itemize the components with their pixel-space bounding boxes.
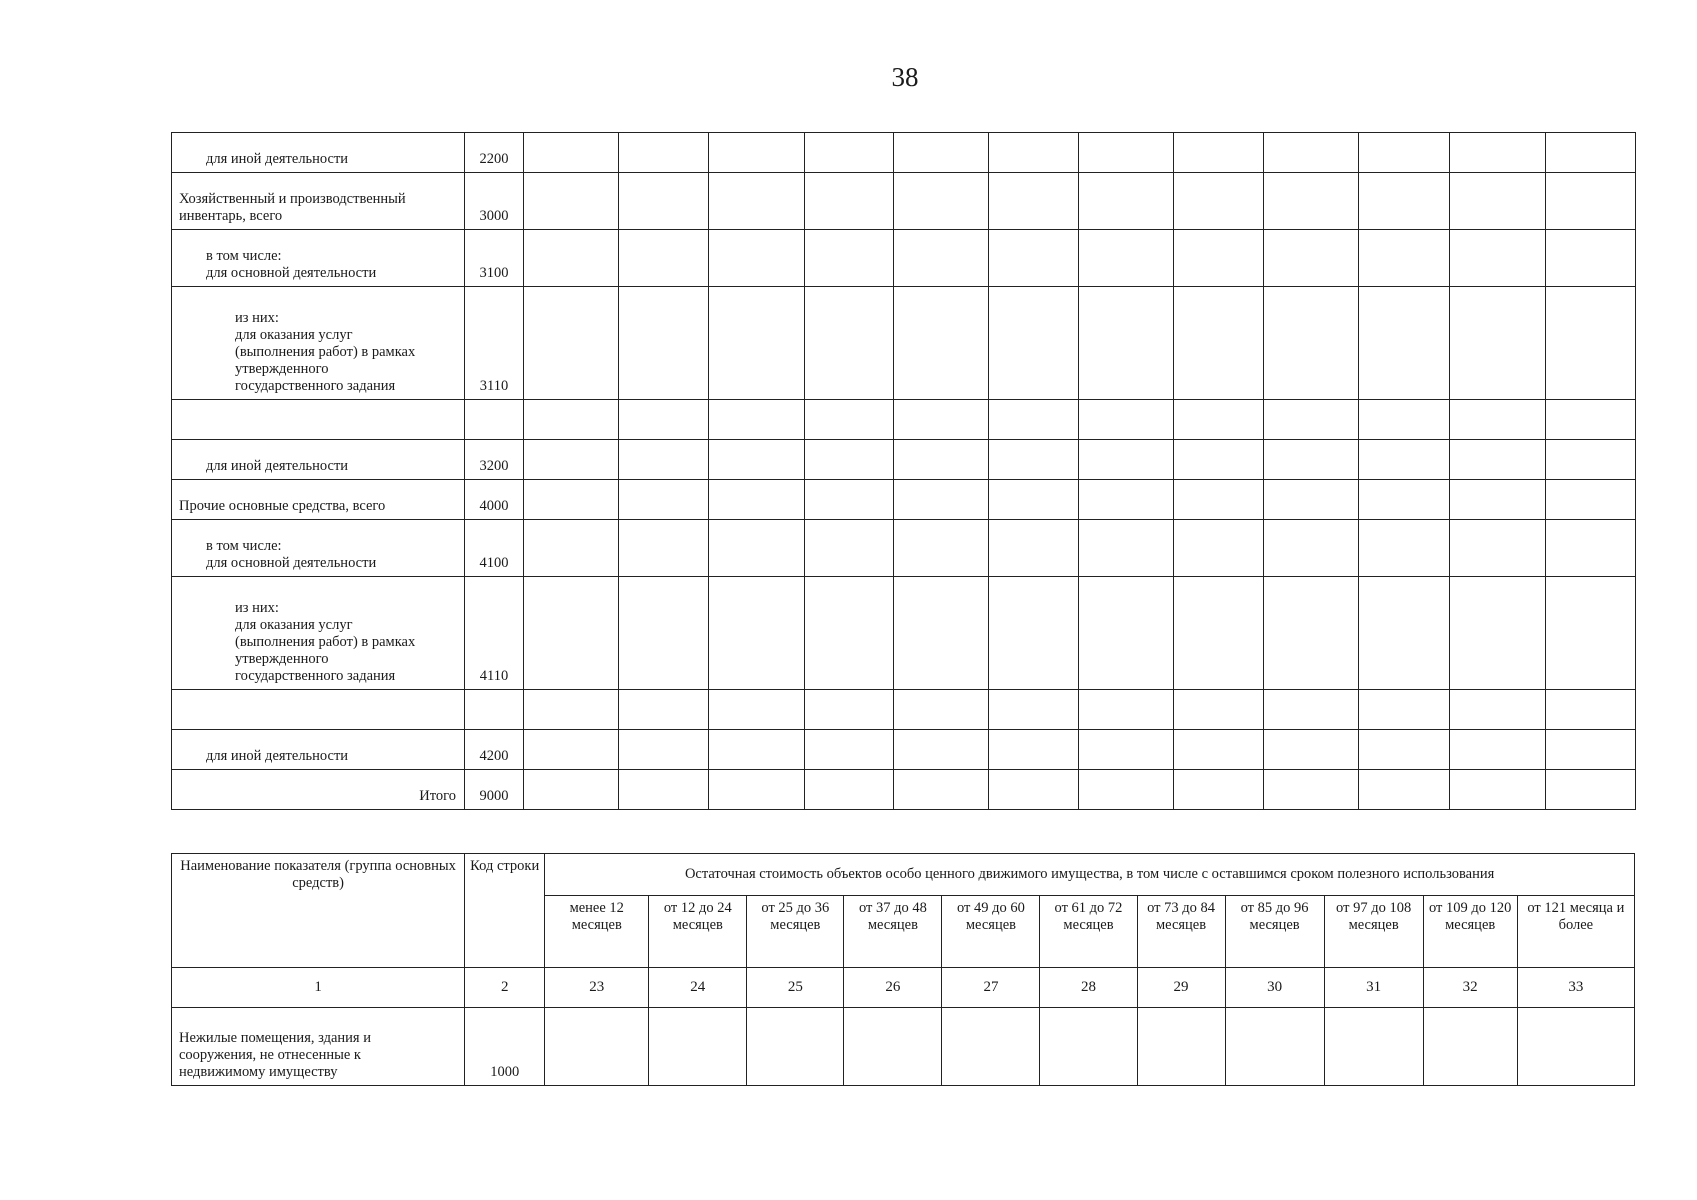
- value-cell: [1174, 173, 1264, 230]
- table-row: [172, 133, 1636, 173]
- value-cell: [524, 690, 619, 730]
- value-cell: [545, 1008, 649, 1086]
- value-cell: [1079, 230, 1174, 287]
- row-name-line: в том числе:: [206, 248, 282, 264]
- value-cell: [1079, 690, 1174, 730]
- table-row: [172, 230, 1636, 287]
- value-cell: [1079, 287, 1174, 400]
- value-cell: [1450, 577, 1546, 690]
- value-cell: [619, 690, 709, 730]
- value-cell: [989, 173, 1079, 230]
- value-cell: [619, 287, 709, 400]
- row-name-line: Нежилые помещения, здания и: [179, 1030, 371, 1046]
- row-name-line: Хозяйственный и производственный: [179, 191, 406, 207]
- value-cell: [1174, 520, 1264, 577]
- column-header: от 109 до 120 месяцев: [1423, 896, 1517, 968]
- row-name: [172, 287, 465, 400]
- value-cell: [989, 690, 1079, 730]
- column-number: 31: [1324, 968, 1423, 1008]
- row-code: 4100: [465, 520, 524, 577]
- value-cell: [1040, 1008, 1137, 1086]
- value-cell: [524, 770, 619, 810]
- row-name: [172, 770, 465, 810]
- column-header: от 12 до 24 месяцев: [649, 896, 747, 968]
- row-code: 2200: [465, 133, 524, 173]
- value-cell: [894, 770, 989, 810]
- value-cell: [1079, 770, 1174, 810]
- value-cell: [1264, 770, 1359, 810]
- value-cell: [805, 133, 894, 173]
- value-cell: [709, 230, 805, 287]
- value-cell: [524, 577, 619, 690]
- value-cell: [1546, 577, 1636, 690]
- value-cell: [619, 133, 709, 173]
- value-cell: [1359, 520, 1450, 577]
- value-cell: [1359, 577, 1450, 690]
- row-name-line: (выполнения работ) в рамках: [235, 344, 416, 360]
- column-number: 29: [1137, 968, 1225, 1008]
- value-cell: [989, 520, 1079, 577]
- column-number: 27: [942, 968, 1040, 1008]
- value-cell: [524, 173, 619, 230]
- value-cell: [1359, 230, 1450, 287]
- value-cell: [709, 173, 805, 230]
- value-cell: [805, 520, 894, 577]
- row-name-line: государственного задания: [235, 378, 396, 394]
- value-cell: [894, 480, 989, 520]
- value-cell: [1450, 520, 1546, 577]
- value-cell: [1079, 520, 1174, 577]
- value-cell: [1324, 1008, 1423, 1086]
- value-cell: [1359, 480, 1450, 520]
- value-cell: [709, 440, 805, 480]
- row-name-line: (выполнения работ) в рамках: [235, 634, 416, 650]
- value-cell: [619, 440, 709, 480]
- column-header: от 97 до 108 месяцев: [1324, 896, 1423, 968]
- column-number: 23: [545, 968, 649, 1008]
- value-cell: [989, 133, 1079, 173]
- value-cell: [1264, 440, 1359, 480]
- table-row: [172, 577, 1636, 690]
- value-cell: [1359, 287, 1450, 400]
- column-header: от 37 до 48 месяцев: [844, 896, 942, 968]
- row-code: 3000: [465, 173, 524, 230]
- value-cell: [1450, 440, 1546, 480]
- value-cell: [1450, 770, 1546, 810]
- value-cell: [649, 1008, 747, 1086]
- value-cell: [619, 577, 709, 690]
- value-cell: [709, 400, 805, 440]
- value-cell: [619, 770, 709, 810]
- value-cell: [524, 133, 619, 173]
- value-cell: [805, 730, 894, 770]
- value-cell: [894, 287, 989, 400]
- value-cell: [894, 730, 989, 770]
- row-code: 3200: [465, 440, 524, 480]
- column-number: 25: [747, 968, 844, 1008]
- column-header: от 121 месяца и более: [1517, 896, 1634, 968]
- value-cell: [709, 577, 805, 690]
- row-code: [465, 400, 524, 440]
- value-cell: [524, 480, 619, 520]
- value-cell: [894, 577, 989, 690]
- value-cell: [989, 230, 1079, 287]
- value-cell: [989, 730, 1079, 770]
- value-cell: [709, 730, 805, 770]
- value-cell: [1174, 230, 1264, 287]
- column-number: 24: [649, 968, 747, 1008]
- value-cell: [1359, 440, 1450, 480]
- value-cell: [1450, 730, 1546, 770]
- value-cell: [1264, 287, 1359, 400]
- value-cell: [1079, 133, 1174, 173]
- value-cell: [1450, 230, 1546, 287]
- value-cell: [1264, 730, 1359, 770]
- value-cell: [619, 480, 709, 520]
- value-cell: [989, 480, 1079, 520]
- value-cell: [1264, 230, 1359, 287]
- value-cell: [1359, 400, 1450, 440]
- row-code: 4000: [465, 480, 524, 520]
- value-cell: [1174, 690, 1264, 730]
- fixed-assets-table-upper: [171, 132, 1636, 810]
- value-cell: [1174, 480, 1264, 520]
- value-cell: [524, 440, 619, 480]
- row-name: [172, 400, 465, 440]
- column-header: менее 12 месяцев: [545, 896, 649, 968]
- row-name-line: государственного задания: [235, 668, 396, 684]
- table-row: [172, 480, 1636, 520]
- value-cell: [805, 230, 894, 287]
- value-cell: [619, 173, 709, 230]
- row-code: 1000: [465, 1008, 545, 1086]
- value-cell: [1079, 440, 1174, 480]
- row-name: [172, 577, 465, 690]
- value-cell: [619, 230, 709, 287]
- header-row-code: Код строки: [465, 854, 545, 968]
- page-number: 38: [891, 62, 919, 92]
- value-cell: [894, 230, 989, 287]
- value-cell: [894, 520, 989, 577]
- value-cell: [1546, 173, 1636, 230]
- value-cell: [709, 133, 805, 173]
- value-cell: [1264, 133, 1359, 173]
- column-header: от 49 до 60 месяцев: [942, 896, 1040, 968]
- value-cell: [1174, 770, 1264, 810]
- row-name-line: из них:: [235, 600, 279, 616]
- column-header: от 73 до 84 месяцев: [1137, 896, 1225, 968]
- value-cell: [1517, 1008, 1634, 1086]
- table-row: [172, 520, 1636, 577]
- value-cell: [524, 730, 619, 770]
- value-cell: [1546, 690, 1636, 730]
- value-cell: [894, 173, 989, 230]
- value-cell: [1359, 690, 1450, 730]
- row-name-line: для основной деятельности: [206, 265, 377, 281]
- column-number: 30: [1225, 968, 1324, 1008]
- value-cell: [1546, 520, 1636, 577]
- value-cell: [894, 690, 989, 730]
- value-cell: [1174, 440, 1264, 480]
- value-cell: [1359, 173, 1450, 230]
- row-name: [172, 1008, 465, 1086]
- value-cell: [805, 480, 894, 520]
- row-name: [172, 133, 465, 173]
- value-cell: [1450, 133, 1546, 173]
- value-cell: [1546, 730, 1636, 770]
- value-cell: [524, 400, 619, 440]
- value-cell: [1359, 730, 1450, 770]
- column-number: 32: [1423, 968, 1517, 1008]
- row-name: [172, 730, 465, 770]
- value-cell: [524, 287, 619, 400]
- value-cell: [1264, 480, 1359, 520]
- row-name-line: для оказания услуг: [235, 617, 353, 633]
- row-code: 4110: [465, 577, 524, 690]
- value-cell: [805, 440, 894, 480]
- row-name: [172, 440, 465, 480]
- value-cell: [805, 770, 894, 810]
- row-name-line: Прочие основные средства, всего: [179, 498, 386, 514]
- row-name: [172, 480, 465, 520]
- value-cell: [1450, 690, 1546, 730]
- table-row: [172, 690, 1636, 730]
- column-number: 2: [465, 968, 545, 1008]
- value-cell: [709, 480, 805, 520]
- row-name: [172, 520, 465, 577]
- value-cell: [1359, 133, 1450, 173]
- value-cell: [1546, 287, 1636, 400]
- value-cell: [1264, 577, 1359, 690]
- row-name-line: утвержденного: [235, 651, 329, 667]
- row-name-line: для оказания услуг: [235, 327, 353, 343]
- value-cell: [1079, 173, 1174, 230]
- value-cell: [805, 690, 894, 730]
- value-cell: [1137, 1008, 1225, 1086]
- value-cell: [1264, 690, 1359, 730]
- value-cell: [619, 400, 709, 440]
- row-name-line: сооружения, не отнесенные к: [179, 1047, 361, 1063]
- value-cell: [1174, 577, 1264, 690]
- value-cell: [619, 730, 709, 770]
- value-cell: [709, 770, 805, 810]
- value-cell: [989, 577, 1079, 690]
- value-cell: [709, 690, 805, 730]
- row-name-line: недвижимому имуществу: [179, 1064, 338, 1080]
- row-name-line: инвентарь, всего: [179, 208, 283, 224]
- header-indicator-name: Наименование показателя (группа основных средств): [172, 854, 465, 968]
- value-cell: [1423, 1008, 1517, 1086]
- value-cell: [619, 520, 709, 577]
- row-name-line: для иной деятельности: [206, 458, 349, 474]
- value-cell: [747, 1008, 844, 1086]
- value-cell: [844, 1008, 942, 1086]
- value-cell: [1079, 480, 1174, 520]
- value-cell: [709, 287, 805, 400]
- column-number: 28: [1040, 968, 1137, 1008]
- value-cell: [1546, 440, 1636, 480]
- value-cell: [524, 520, 619, 577]
- value-cell: [989, 770, 1079, 810]
- column-number: 33: [1517, 968, 1634, 1008]
- header-residual-value-group: Остаточная стоимость объектов особо ценного движимого имущества, в том числе с оставшимся сроком полезного использования: [545, 854, 1635, 896]
- residual-value-table: [171, 853, 1635, 1086]
- value-cell: [1225, 1008, 1324, 1086]
- value-cell: [1359, 770, 1450, 810]
- row-name-line: в том числе:: [206, 538, 282, 554]
- value-cell: [1546, 230, 1636, 287]
- row-name-line: Итого: [419, 788, 456, 804]
- value-cell: [1450, 400, 1546, 440]
- value-cell: [1450, 480, 1546, 520]
- table-row: [172, 770, 1636, 810]
- row-name: [172, 690, 465, 730]
- column-header: от 25 до 36 месяцев: [747, 896, 844, 968]
- value-cell: [989, 400, 1079, 440]
- value-cell: [894, 133, 989, 173]
- row-code: 9000: [465, 770, 524, 810]
- value-cell: [942, 1008, 1040, 1086]
- row-name: [172, 173, 465, 230]
- value-cell: [805, 577, 894, 690]
- row-name-line: для основной деятельности: [206, 555, 377, 571]
- value-cell: [1450, 173, 1546, 230]
- table-row: [172, 400, 1636, 440]
- value-cell: [1450, 287, 1546, 400]
- value-cell: [1546, 770, 1636, 810]
- column-number: 1: [172, 968, 465, 1008]
- row-code: 4200: [465, 730, 524, 770]
- column-header: от 61 до 72 месяцев: [1040, 896, 1137, 968]
- value-cell: [1174, 133, 1264, 173]
- value-cell: [1174, 400, 1264, 440]
- row-code: 3110: [465, 287, 524, 400]
- value-cell: [894, 400, 989, 440]
- value-cell: [894, 440, 989, 480]
- value-cell: [709, 520, 805, 577]
- value-cell: [1264, 400, 1359, 440]
- value-cell: [1264, 520, 1359, 577]
- value-cell: [989, 440, 1079, 480]
- value-cell: [1079, 400, 1174, 440]
- row-name-line: утвержденного: [235, 361, 329, 377]
- table-row: [172, 440, 1636, 480]
- value-cell: [805, 287, 894, 400]
- value-cell: [1174, 730, 1264, 770]
- value-cell: [524, 230, 619, 287]
- value-cell: [1264, 173, 1359, 230]
- row-name-line: для иной деятельности: [206, 748, 349, 764]
- table-row: [172, 287, 1636, 400]
- table-row: [172, 173, 1636, 230]
- table-row: [172, 1008, 1635, 1086]
- value-cell: [1546, 133, 1636, 173]
- column-header: от 85 до 96 месяцев: [1225, 896, 1324, 968]
- value-cell: [805, 173, 894, 230]
- value-cell: [805, 400, 894, 440]
- row-name-line: для иной деятельности: [206, 151, 349, 167]
- value-cell: [1079, 730, 1174, 770]
- row-code: [465, 690, 524, 730]
- table-row: [172, 730, 1636, 770]
- value-cell: [1174, 287, 1264, 400]
- value-cell: [1079, 577, 1174, 690]
- value-cell: [989, 287, 1079, 400]
- column-number: 26: [844, 968, 942, 1008]
- row-name: [172, 230, 465, 287]
- value-cell: [1546, 480, 1636, 520]
- row-name-line: из них:: [235, 310, 279, 326]
- value-cell: [1546, 400, 1636, 440]
- row-code: 3100: [465, 230, 524, 287]
